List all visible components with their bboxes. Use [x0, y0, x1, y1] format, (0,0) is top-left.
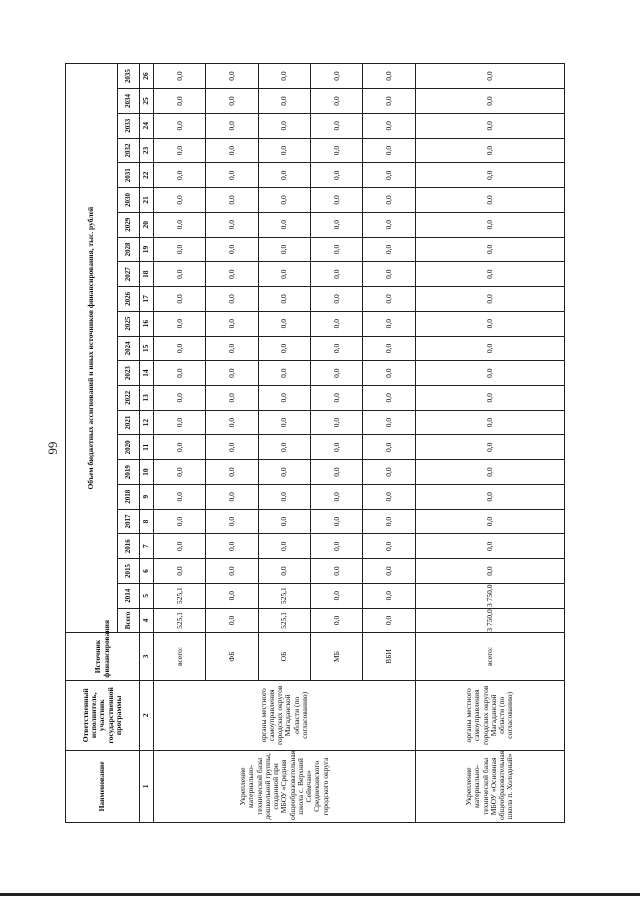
column-number: 13	[140, 385, 154, 410]
row-value-2016: 0,0	[206, 534, 258, 559]
row-value-2021: 0,0	[311, 410, 363, 435]
row-value-2024: 0,0	[363, 336, 415, 361]
row-value-2029: 0,0	[206, 212, 258, 237]
header-year: 2034	[118, 89, 140, 114]
row-value-2029: 0,0	[415, 212, 564, 237]
row-value-2020: 0,0	[154, 435, 206, 460]
row-value-2018: 0,0	[258, 484, 310, 509]
row-value-2035: 0,0	[206, 64, 258, 89]
row-value-2018: 0,0	[415, 484, 564, 509]
row-value-2015: 0,0	[154, 559, 206, 584]
row-source: ВБИ	[363, 633, 415, 680]
column-number: 1	[140, 750, 154, 822]
row-value-2030: 0,0	[206, 188, 258, 213]
row-value-2023: 0,0	[258, 361, 310, 386]
row-value-2014: 0,0	[206, 583, 258, 608]
row-value-2017: 0,0	[363, 509, 415, 534]
row-value-2014: 3 750,0	[415, 583, 564, 608]
table-row	[154, 64, 206, 823]
row-value-2022: 0,0	[415, 385, 564, 410]
row-value-2025: 0,0	[363, 311, 415, 336]
row-value-2034: 0,0	[258, 89, 310, 114]
row-value-2031: 0,0	[311, 163, 363, 188]
header-year: 2035	[118, 64, 140, 89]
row-value-2016: 0,0	[154, 534, 206, 559]
row-total: 525,1	[258, 608, 310, 633]
row-value-2015: 0,0	[415, 559, 564, 584]
header-year: 2029	[118, 212, 140, 237]
row-value-2024: 0,0	[258, 336, 310, 361]
row-value-2026: 0,0	[311, 287, 363, 312]
row-value-2021: 0,0	[258, 410, 310, 435]
row-value-2030: 0,0	[258, 188, 310, 213]
row-value-2033: 0,0	[154, 113, 206, 138]
row-value-2014: 525,1	[154, 583, 206, 608]
row-value-2027: 0,0	[206, 262, 258, 287]
row-value-2025: 0,0	[311, 311, 363, 336]
row-value-2015: 0,0	[258, 559, 310, 584]
budget-table	[65, 63, 565, 823]
row-value-2022: 0,0	[363, 385, 415, 410]
row-value-2028: 0,0	[206, 237, 258, 262]
row-value-2020: 0,0	[206, 435, 258, 460]
row-value-2026: 0,0	[258, 287, 310, 312]
row-value-2024: 0,0	[415, 336, 564, 361]
row-value-2016: 0,0	[258, 534, 310, 559]
row-value-2031: 0,0	[363, 163, 415, 188]
column-number: 26	[140, 64, 154, 89]
row-value-2021: 0,0	[206, 410, 258, 435]
row-value-2034: 0,0	[154, 89, 206, 114]
column-number: 4	[140, 608, 154, 633]
row-source: всего:	[415, 633, 564, 680]
row-value-2014: 0,0	[363, 583, 415, 608]
table-row	[415, 64, 564, 823]
row-source: всего:	[154, 633, 206, 680]
row-value-2031: 0,0	[258, 163, 310, 188]
column-number: 5	[140, 583, 154, 608]
row-value-2032: 0,0	[206, 138, 258, 163]
header-total: Всего	[118, 608, 140, 633]
row-value-2030: 0,0	[415, 188, 564, 213]
header-year: 2021	[118, 410, 140, 435]
row-source: МБ	[311, 633, 363, 680]
row-value-2016: 0,0	[363, 534, 415, 559]
row-source: ОБ	[258, 633, 310, 680]
row-value-2035: 0,0	[415, 64, 564, 89]
row-executor: органы местного самоуправления городских округов Магаданской области (по согласованию)	[154, 680, 416, 750]
header-year: 2027	[118, 262, 140, 287]
header-year: 2022	[118, 385, 140, 410]
row-value-2018: 0,0	[154, 484, 206, 509]
row-value-2033: 0,0	[258, 113, 310, 138]
row-value-2018: 0,0	[206, 484, 258, 509]
row-value-2014: 525,1	[258, 583, 310, 608]
row-value-2018: 0,0	[363, 484, 415, 509]
column-number: 25	[140, 89, 154, 114]
column-number: 24	[140, 113, 154, 138]
row-value-2022: 0,0	[154, 385, 206, 410]
column-number: 19	[140, 237, 154, 262]
header-year: 2030	[118, 188, 140, 213]
row-value-2032: 0,0	[363, 138, 415, 163]
header-year: 2019	[118, 460, 140, 485]
header-executor: Ответственный исполнитель, участник государственной программы	[66, 680, 140, 750]
column-number: 7	[140, 534, 154, 559]
row-value-2025: 0,0	[154, 311, 206, 336]
column-number: 3	[140, 633, 154, 680]
row-value-2026: 0,0	[206, 287, 258, 312]
header-year: 2020	[118, 435, 140, 460]
row-value-2023: 0,0	[206, 361, 258, 386]
row-value-2029: 0,0	[154, 212, 206, 237]
row-value-2022: 0,0	[258, 385, 310, 410]
row-value-2034: 0,0	[363, 89, 415, 114]
header-year: 2014	[118, 583, 140, 608]
header-volume: Объем бюджетных ассигнований и иных источников финансирования, тыс. рублей	[66, 64, 118, 633]
row-value-2027: 0,0	[154, 262, 206, 287]
column-number: 2	[140, 680, 154, 750]
row-value-2030: 0,0	[363, 188, 415, 213]
row-total: 525,1	[154, 608, 206, 633]
row-value-2023: 0,0	[415, 361, 564, 386]
column-number: 6	[140, 559, 154, 584]
row-value-2026: 0,0	[363, 287, 415, 312]
row-value-2028: 0,0	[258, 237, 310, 262]
row-value-2032: 0,0	[311, 138, 363, 163]
row-value-2025: 0,0	[206, 311, 258, 336]
row-value-2017: 0,0	[258, 509, 310, 534]
row-value-2034: 0,0	[206, 89, 258, 114]
row-value-2016: 0,0	[311, 534, 363, 559]
row-value-2015: 0,0	[363, 559, 415, 584]
row-value-2020: 0,0	[311, 435, 363, 460]
row-name: Укрепление материально-технической базы дошкольной группы, созданной при МБОУ «Средняя общеобразовательная школа с. Верхний Сеймчан» Среднеканского городского округа	[154, 750, 416, 822]
header-year: 2025	[118, 311, 140, 336]
row-total: 3 750,0	[415, 608, 564, 633]
row-value-2033: 0,0	[206, 113, 258, 138]
row-value-2026: 0,0	[154, 287, 206, 312]
row-value-2016: 0,0	[415, 534, 564, 559]
header-name: Наименование	[66, 750, 140, 822]
header-year: 2016	[118, 534, 140, 559]
row-value-2019: 0,0	[363, 460, 415, 485]
row-name: Укрепление материально-технической базы МБОУ «Основная общеобразовательная школа п. Холодный»	[415, 750, 564, 822]
column-number: 11	[140, 435, 154, 460]
header-year: 2023	[118, 361, 140, 386]
budget-table-rotated	[65, 63, 565, 823]
row-value-2020: 0,0	[258, 435, 310, 460]
header-year: 2018	[118, 484, 140, 509]
row-value-2032: 0,0	[258, 138, 310, 163]
column-number: 16	[140, 311, 154, 336]
row-value-2035: 0,0	[311, 64, 363, 89]
header-year: 2017	[118, 509, 140, 534]
header-year: 2031	[118, 163, 140, 188]
header-year: 2032	[118, 138, 140, 163]
row-source: ФБ	[206, 633, 258, 680]
row-value-2028: 0,0	[154, 237, 206, 262]
row-value-2021: 0,0	[154, 410, 206, 435]
row-value-2029: 0,0	[258, 212, 310, 237]
row-value-2024: 0,0	[154, 336, 206, 361]
row-value-2029: 0,0	[363, 212, 415, 237]
row-value-2019: 0,0	[415, 460, 564, 485]
row-value-2031: 0,0	[206, 163, 258, 188]
row-value-2022: 0,0	[311, 385, 363, 410]
row-value-2028: 0,0	[311, 237, 363, 262]
row-value-2019: 0,0	[258, 460, 310, 485]
column-number: 10	[140, 460, 154, 485]
row-total: 0,0	[311, 608, 363, 633]
column-number: 12	[140, 410, 154, 435]
row-value-2018: 0,0	[311, 484, 363, 509]
row-value-2026: 0,0	[415, 287, 564, 312]
row-value-2014: 0,0	[311, 583, 363, 608]
row-value-2020: 0,0	[363, 435, 415, 460]
header-year: 2024	[118, 336, 140, 361]
column-number: 8	[140, 509, 154, 534]
header-year: 2028	[118, 237, 140, 262]
row-value-2027: 0,0	[415, 262, 564, 287]
row-value-2032: 0,0	[154, 138, 206, 163]
row-value-2023: 0,0	[311, 361, 363, 386]
row-value-2020: 0,0	[415, 435, 564, 460]
row-total: 0,0	[363, 608, 415, 633]
header-source: Источник финансирования	[66, 633, 140, 680]
row-value-2034: 0,0	[311, 89, 363, 114]
row-value-2019: 0,0	[154, 460, 206, 485]
row-value-2015: 0,0	[311, 559, 363, 584]
row-value-2021: 0,0	[363, 410, 415, 435]
column-number: 22	[140, 163, 154, 188]
footer-rule	[0, 893, 640, 896]
column-number: 21	[140, 188, 154, 213]
row-value-2030: 0,0	[154, 188, 206, 213]
row-value-2023: 0,0	[363, 361, 415, 386]
column-number: 15	[140, 336, 154, 361]
row-value-2027: 0,0	[311, 262, 363, 287]
row-value-2035: 0,0	[154, 64, 206, 89]
row-value-2019: 0,0	[311, 460, 363, 485]
row-value-2029: 0,0	[311, 212, 363, 237]
row-value-2021: 0,0	[415, 410, 564, 435]
column-number: 23	[140, 138, 154, 163]
row-value-2024: 0,0	[206, 336, 258, 361]
row-value-2019: 0,0	[206, 460, 258, 485]
row-value-2022: 0,0	[206, 385, 258, 410]
header-year: 2033	[118, 113, 140, 138]
row-total: 0,0	[206, 608, 258, 633]
header-year: 2015	[118, 559, 140, 584]
row-executor: органы местного самоуправления городских округов Магаданской области (по согласованию)	[415, 680, 564, 750]
column-number: 17	[140, 287, 154, 312]
row-value-2028: 0,0	[363, 237, 415, 262]
row-value-2034: 0,0	[415, 89, 564, 114]
row-value-2017: 0,0	[154, 509, 206, 534]
row-value-2025: 0,0	[415, 311, 564, 336]
row-value-2017: 0,0	[311, 509, 363, 534]
row-value-2031: 0,0	[415, 163, 564, 188]
row-value-2030: 0,0	[311, 188, 363, 213]
column-number: 18	[140, 262, 154, 287]
row-value-2027: 0,0	[363, 262, 415, 287]
row-value-2027: 0,0	[258, 262, 310, 287]
row-value-2033: 0,0	[311, 113, 363, 138]
row-value-2017: 0,0	[206, 509, 258, 534]
row-value-2033: 0,0	[363, 113, 415, 138]
row-value-2028: 0,0	[415, 237, 564, 262]
row-value-2015: 0,0	[206, 559, 258, 584]
row-value-2025: 0,0	[258, 311, 310, 336]
header-year: 2026	[118, 287, 140, 312]
row-value-2032: 0,0	[415, 138, 564, 163]
row-value-2031: 0,0	[154, 163, 206, 188]
column-number: 20	[140, 212, 154, 237]
row-value-2033: 0,0	[415, 113, 564, 138]
row-value-2035: 0,0	[363, 64, 415, 89]
column-number: 14	[140, 361, 154, 386]
column-number: 9	[140, 484, 154, 509]
row-value-2024: 0,0	[311, 336, 363, 361]
row-value-2017: 0,0	[415, 509, 564, 534]
row-value-2023: 0,0	[154, 361, 206, 386]
row-value-2035: 0,0	[258, 64, 310, 89]
page-number: 66	[45, 441, 61, 455]
